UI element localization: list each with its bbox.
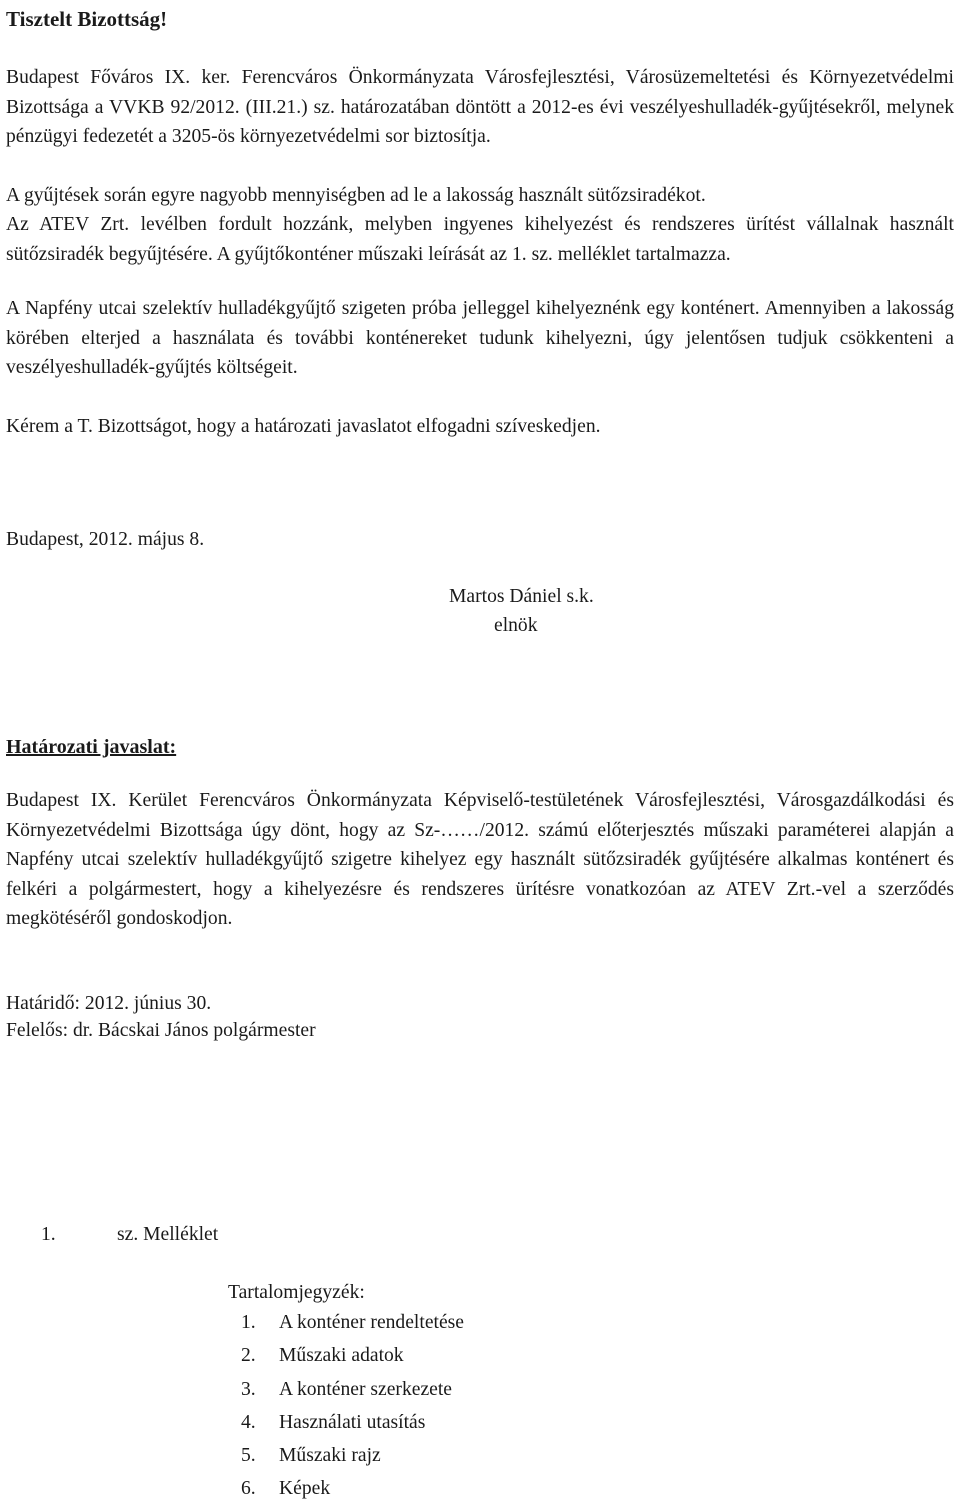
annex-title: sz. Melléklet (117, 1224, 219, 1245)
toc-item-label: A konténer szerkezete (279, 1378, 452, 1400)
toc-item-number: 5. (241, 1445, 256, 1467)
toc-item (241, 1339, 464, 1372)
greeting: Tisztelt Bizottság! (6, 7, 168, 31)
annex-number: 1. (41, 1224, 56, 1245)
signature-name: Martos Dániel s.k. (449, 586, 594, 607)
intro-paragraph-1: Budapest Főváros IX. ker. Ferencváros Önkormányzata Városfejlesztési, Városüzemeltetési és Környezetvédelmi Bizottsága a VVKB 92/2012. (III.21.) sz. határozatában döntött a 2012-es évi veszélyeshulladék-gyűjtésekről, melynek pénzügyi fedezetét a 3205-ös környezetvédelmi sor biztosítja. (6, 67, 954, 147)
toc-item (241, 1439, 464, 1472)
toc-item-label: Képek (279, 1478, 331, 1500)
toc-item-label: Műszaki adatok (279, 1345, 404, 1367)
proposal-responsible: Felelős: dr. Bácskai János polgármester (6, 1020, 316, 1041)
toc-item (241, 1373, 464, 1406)
toc-item-label: A konténer rendeltetése (279, 1312, 464, 1333)
toc-item-number: 6. (241, 1478, 256, 1500)
toc-item (241, 1472, 464, 1505)
proposal-text: Budapest IX. Kerület Ferencváros Önkormányzata Képviselő-testületének Városfejlesztési, Városgazdálkodási és Környezetvédelmi Bizottsága úgy dönt, hogy az Sz-……/2012. számú előterjesztés műszaki paraméterei alapján a Napfény utcai szelektív hulladékgyűjtő szigetre kihelyez egy használt sütőzsiradék gyűjtésére alkalmas konténert és felkéri a polgármestert, hogy a kihelyezésre és rendszeres ürítésre vonatkozóan az ATEV Zrt.-vel a szerződés megkötéséről gondoskodjon. (6, 790, 954, 929)
toc-item-label: Használati utasítás (279, 1411, 426, 1433)
toc-item (241, 1406, 464, 1439)
date-place: Budapest, 2012. május 8. (6, 529, 205, 550)
toc-item-number: 4. (241, 1411, 256, 1433)
toc-item-label: Műszaki rajz (279, 1445, 381, 1467)
toc-item-number: 2. (241, 1345, 256, 1367)
proposal-deadline: Határidő: 2012. június 30. (6, 993, 212, 1014)
intro-paragraph-2: A gyűjtések során egyre nagyobb mennyiségben ad le a lakosság használt sütőzsiradékot. (6, 185, 706, 206)
intro-paragraph-3: Az ATEV Zrt. levélben fordult hozzánk, melyben ingyenes kihelyezést és rendszeres ürítést vállalnak használt sütőzsiradék begyűjtésére. A gyűjtőkonténer műszaki leírását az 1. sz. melléklet tartalmazza. (6, 214, 954, 265)
toc-item (241, 1306, 464, 1339)
signature-title: elnök (494, 615, 538, 636)
toc-item-number: 1. (241, 1312, 256, 1333)
proposal-heading: Határozati javaslat: (6, 736, 177, 758)
toc-item-number: 3. (241, 1378, 256, 1400)
toc-title: Tartalomjegyzék: (228, 1282, 365, 1303)
toc-list (241, 1306, 464, 1506)
intro-paragraph-4: A Napfény utcai szelektív hulladékgyűjtő szigeten próba jelleggel kihelyeznénk egy konténert. Amennyiben a lakosság körében elterjed a használata és további konténereket tudunk kihelyezni, úgy jelentősen tudjuk csökkenteni a veszélyeshulladék-gyűjtés költségeit. (6, 298, 954, 378)
request-sentence: Kérem a T. Bizottságot, hogy a határozati javaslatot elfogadni szíveskedjen. (6, 416, 601, 437)
